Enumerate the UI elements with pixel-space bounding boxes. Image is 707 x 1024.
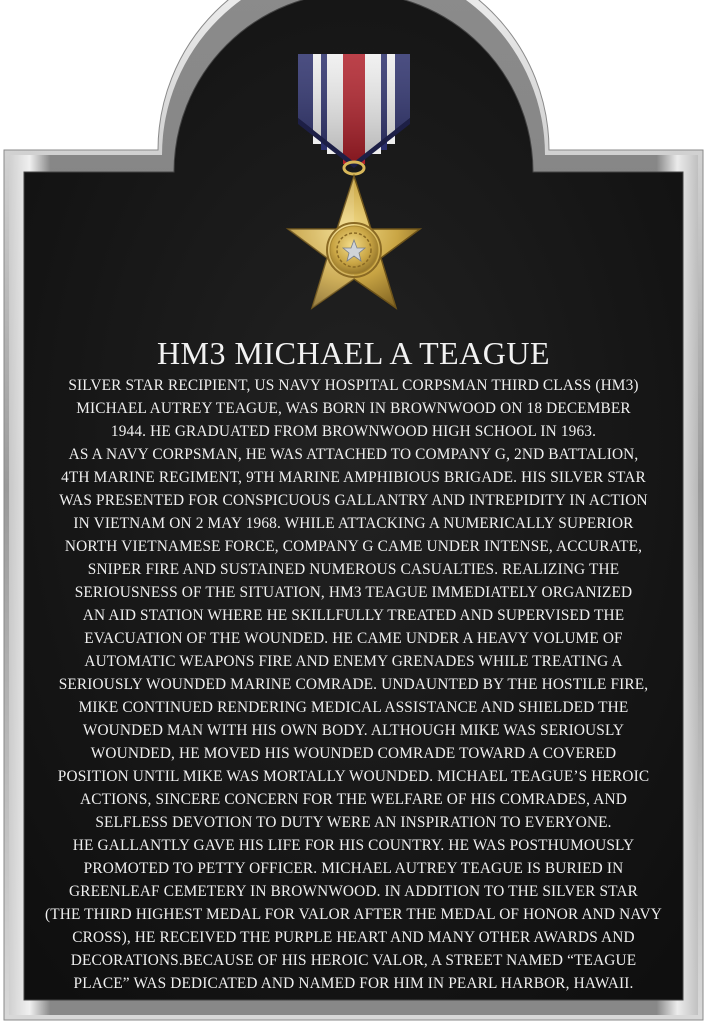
inscription-line: HE GALLANTLY GAVE HIS LIFE FOR HIS COUNTRY. HE WAS POSTHUMOUSLY — [72, 837, 635, 854]
inscription-line: DECORATIONS.BECAUSE OF HIS HEROIC VALOR, A STREET NAMED “TEAGUE — [70, 952, 637, 969]
inscription-line: GREENLEAF CEMETERY IN BROWNWOOD. IN ADDITION TO THE SILVER STAR — [68, 883, 639, 900]
inscription-line: AUTOMATIC WEAPONS FIRE AND ENEMY GRENADES WHILE TREATING A — [84, 653, 623, 670]
inscription-line: AN AID STATION WHERE HE SKILLFULLY TREATED AND SUPERVISED THE — [82, 607, 625, 624]
inscription-line: POSITION UNTIL MIKE WAS MORTALLY WOUNDED. MICHAEL TEAGUE’S HEROIC — [57, 768, 650, 785]
inscription-line: SILVER STAR RECIPIENT, US NAVY HOSPITAL CORPSMAN THIRD CLASS (HM3) — [68, 377, 639, 394]
inscription-line: IN VIETNAM ON 2 MAY 1968. WHILE ATTACKING A NUMERICALLY SUPERIOR — [73, 515, 634, 532]
inscription-line: EVACUATION OF THE WOUNDED. HE CAME UNDER A HEAVY VOLUME OF — [84, 630, 623, 647]
inscription-line: SERIOUSLY WOUNDED MARINE COMRADE. UNDAUNTED BY THE HOSTILE FIRE, — [58, 676, 649, 693]
inscription-line: 4TH MARINE REGIMENT, 9TH MARINE AMPHIBIOUS BRIGADE. HIS SILVER STAR — [61, 469, 646, 486]
inscription-line: WAS PRESENTED FOR CONSPICUOUS GALLANTRY AND INTREPIDITY IN ACTION — [59, 492, 648, 509]
inscription-line: (THE THIRD HIGHEST MEDAL FOR VALOR AFTER THE MEDAL OF HONOR AND NAVY — [44, 906, 663, 923]
inscription-line: PLACE” WAS DEDICATED AND NAMED FOR HIM IN PEARL HARBOR, HAWAII. — [73, 975, 634, 992]
inscription-line: MIKE CONTINUED RENDERING MEDICAL ASSISTANCE AND SHIELDED THE — [78, 699, 629, 716]
plaque-title: HM3 MICHAEL A TEAGUE — [156, 335, 551, 371]
inscription-line: WOUNDED MAN WITH HIS OWN BODY. ALTHOUGH MIKE WAS SERIOUSLY — [82, 722, 625, 739]
inscription-line: PROMOTED TO PETTY OFFICER. MICHAEL AUTREY TEAGUE IS BURIED IN — [83, 860, 624, 877]
inscription-line: AS A NAVY CORPSMAN, HE WAS ATTACHED TO COMPANY G, 2ND BATTALION, — [68, 446, 639, 463]
inscription-line: NORTH VIETNAMESE FORCE, COMPANY G CAME UNDER INTENSE, ACCURATE, — [64, 538, 643, 555]
inscription-line: SELFLESS DEVOTION TO DUTY WERE AN INSPIRATION TO EVERYONE. — [95, 814, 612, 831]
inscription-line: ACTIONS, SINCERE CONCERN FOR THE WELFARE OF HIS COMRADES, AND — [80, 791, 627, 808]
inscription-line: CROSS), HE RECEIVED THE PURPLE HEART AND MANY OTHER AWARDS AND — [72, 929, 635, 946]
inscription-line: SERIOUSNESS OF THE SITUATION, HM3 TEAGUE IMMEDIATELY ORGANIZED — [74, 584, 633, 601]
inscription-line: 1944. HE GRADUATED FROM BROWNWOOD HIGH SCHOOL IN 1963. — [110, 423, 597, 440]
inscription-line: SNIPER FIRE AND SUSTAINED NUMEROUS CASUALTIES. REALIZING THE — [87, 561, 620, 578]
inscription-line: WOUNDED, HE MOVED HIS WOUNDED COMRADE TOWARD A COVERED — [90, 745, 617, 762]
plaque-inscription — [28, 374, 679, 995]
inscription-line: MICHAEL AUTREY TEAGUE, WAS BORN IN BROWNWOOD ON 18 DECEMBER — [76, 400, 631, 417]
